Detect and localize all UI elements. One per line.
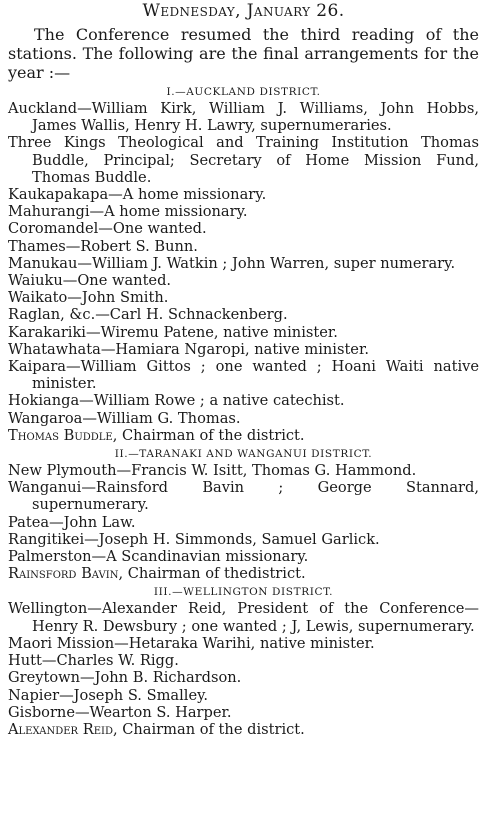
district-heading: I.—AUCKLAND DISTRICT. [166, 86, 321, 98]
station-entry: Waiuku—One wanted. [8, 272, 172, 290]
station-entry: Patea—John Law. [8, 513, 136, 531]
station-entry: Manukau—William J. Watkin ; John Warren, super numerary. [8, 254, 456, 272]
station-entry: Auckland—William Kirk, William J. Williams, John Hobbs, James Wallis, Henry H. Lawry, supernumeraries. [8, 100, 479, 135]
station-entry: Coromandel—One wanted. [8, 220, 207, 238]
station-entry: Wanganui—Rainsford Bavin ; George Stannard, supernumerary. [8, 479, 479, 514]
chairman-name: Thomas Buddle [8, 426, 113, 444]
district-chairman-line [8, 721, 479, 738]
station-entry: Hutt—Charles W. Rigg. [8, 652, 179, 670]
station-entry: Maori Mission—Hetaraka Warihi, native minister. [8, 634, 375, 652]
station-entry: Waikato—John Smith. [8, 289, 169, 307]
chairman-suffix: , Chairman of the district. [112, 426, 305, 444]
chairman-suffix: , Chairman of thedistrict. [118, 565, 306, 583]
district-heading: II.—TARANAKI AND WANGANUI DISTRICT. [114, 448, 373, 461]
station-entry: Rangitikei—Joseph H. Simmonds, Samuel Garlick. [8, 530, 380, 548]
district-section [8, 585, 479, 738]
station-entry: Wellington—Alexander Reid, President of the Conference—Henry R. Dewsbury ; one wanted ; J, Lewis, supernumerary. [8, 600, 479, 635]
station-entry: Hokianga—William Rowe ; a native catechist. [8, 392, 345, 410]
district-chairman-line [8, 565, 479, 582]
station-entry: Thames—Robert S. Bunn. [8, 237, 198, 255]
chairman-name: Rainsford Bavin [8, 565, 119, 583]
newspaper-column [0, 1, 487, 830]
station-entry: New Plymouth—Francis W. Isitt, Thomas G. Hammond. [8, 462, 417, 480]
chairman-name: Alexander Reid [8, 720, 113, 738]
chairman-suffix: , Chairman of the district. [112, 720, 305, 738]
district-heading: III.—WELLINGTON DISTRICT. [153, 586, 334, 599]
station-entry: Palmerston—A Scandinavian missionary. [8, 548, 309, 566]
district-section [8, 447, 479, 582]
date-heading: Wednesday, January 26. [142, 1, 345, 21]
station-entry: Greytown—John B. Richardson. [8, 669, 242, 687]
station-entry: Three Kings Theological and Training Institution Thomas Buddle, Principal; Secretary of Home Mission Fund, Thomas Buddle. [8, 134, 479, 186]
station-entry: Gisborne—Wearton S. Harper. [8, 703, 232, 721]
station-entry: Wangaroa—William G. Thomas. [8, 409, 241, 427]
station-entry: Raglan, &c.—Carl H. Schnackenberg. [8, 306, 288, 324]
district-section [8, 85, 479, 444]
station-entry: Napier—Joseph S. Smalley. [8, 686, 209, 704]
intro-paragraph: The Conference resumed the third reading of the stations. The following are the final arrangements for the year :— [8, 25, 479, 82]
station-entry: Mahurangi—A home missionary. [8, 203, 248, 221]
station-entry: Kaipara—William Gittos ; one wanted ; Hoani Waiti native minister. [8, 358, 479, 393]
station-entry: Whatawhata—Hamiara Ngaropi, native minister. [8, 340, 369, 358]
district-chairman-line [8, 427, 479, 444]
station-entry: Karakariki—Wiremu Patene, native minister. [8, 323, 338, 341]
station-entry: Kaukapakapa—A home missionary. [8, 186, 267, 204]
